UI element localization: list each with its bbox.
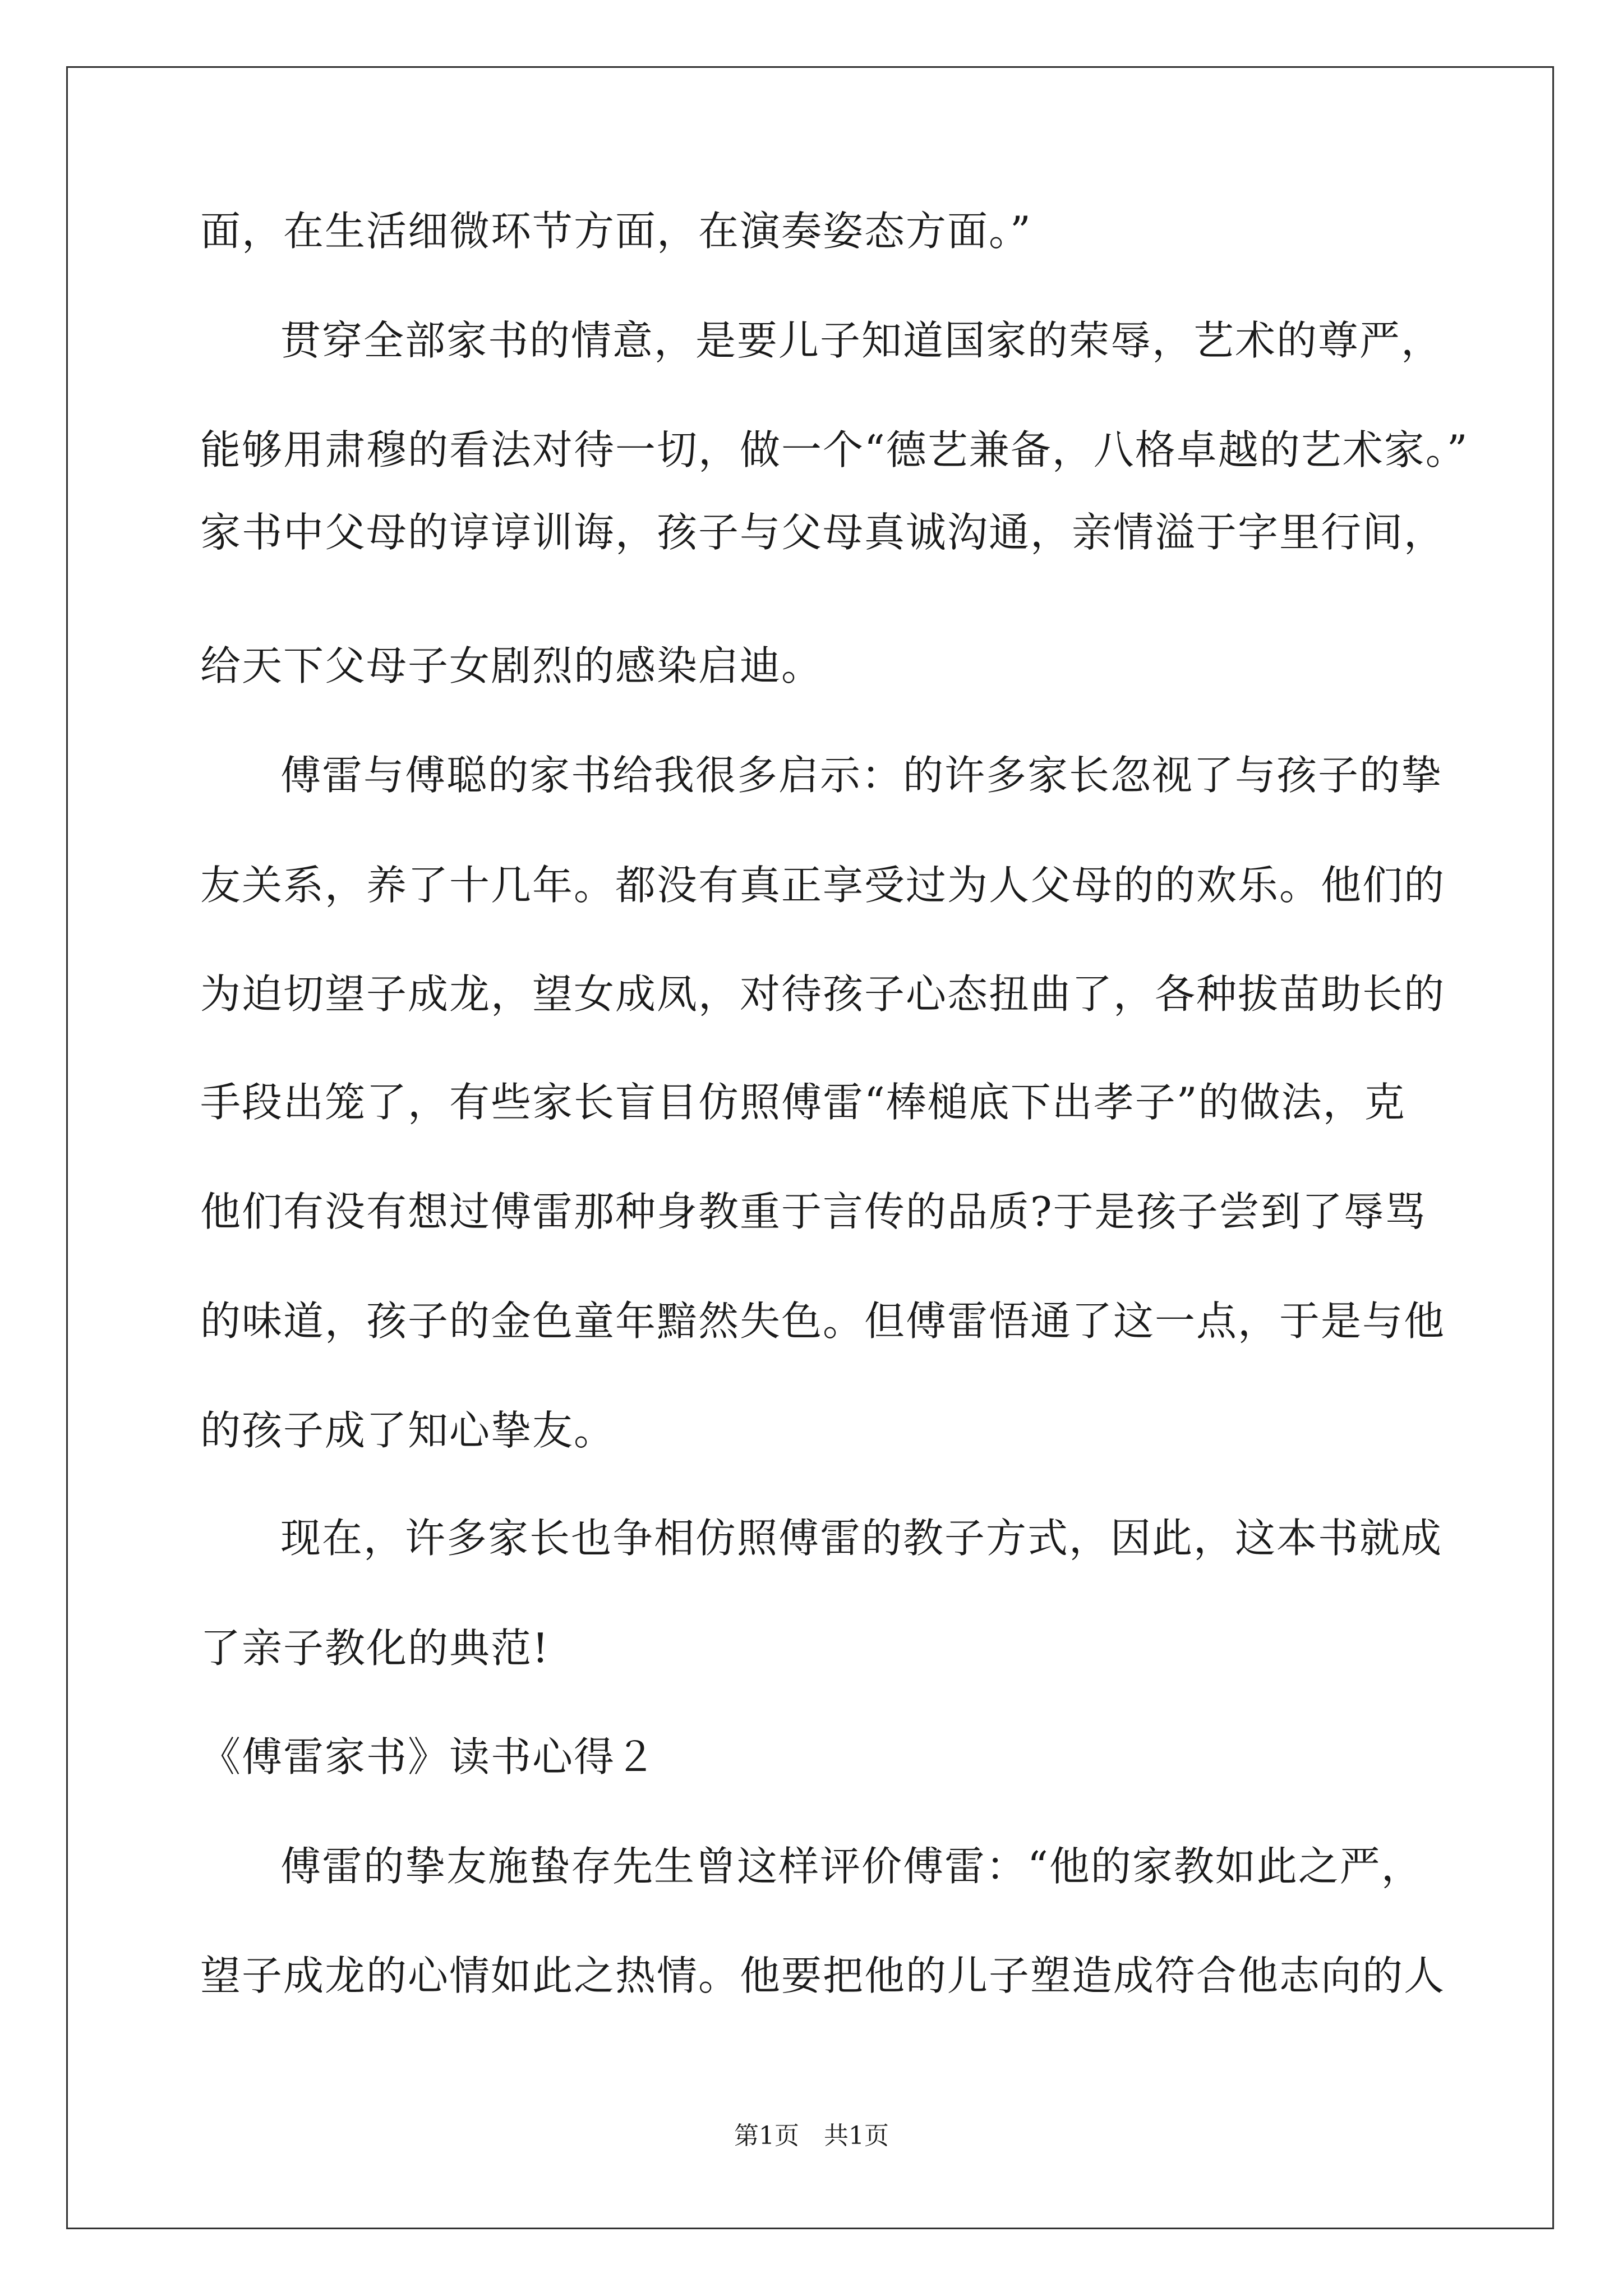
text-line: 家书中父母的谆谆训诲，孩子与父母真诚沟通，亲情溢于字里行间， <box>200 509 1446 556</box>
text-line: 友关系，养了十几年。都没有真正享受过为人父母的的欢乐。他们的 <box>200 862 1446 909</box>
text-line: 的味道，孩子的金色童年黯然失色。但傅雷悟通了这一点，于是与他 <box>200 1297 1446 1345</box>
page-border <box>66 66 1554 2229</box>
text-line: 面，在生活细微环节方面，在演奏姿态方面。” <box>200 208 1032 255</box>
text-line: 他们有没有想过傅雷那种身教重于言传的品质?于是孩子尝到了辱骂 <box>200 1188 1427 1235</box>
text-line: 了亲子教化的典范! <box>200 1625 550 1672</box>
text-line: 手段出笼了，有些家长盲目仿照傅雷“棒槌底下出孝子”的做法，克 <box>200 1079 1406 1126</box>
text-line: 贯穿全部家书的情意，是要儿子知道国家的荣辱，艺术的尊严， <box>280 317 1443 364</box>
text-line: 能够用肃穆的看法对待一切，做一个“德艺兼备，八格卓越的艺术家。” <box>200 426 1469 473</box>
text-line: 的孩子成了知心挚友。 <box>200 1407 616 1454</box>
text-line: 为迫切望子成龙，望女成凤，对待孩子心态扭曲了，各种拔苗助长的 <box>200 970 1446 1018</box>
page-number-footer: 第1页 共1页 <box>734 2122 889 2150</box>
section-heading: 《傅雷家书》读书心得２ <box>200 1733 657 1780</box>
text-line: 现在，许多家长也争相仿照傅雷的教子方式，因此，这本书就成 <box>280 1515 1443 1562</box>
text-line: 傅雷与傅聪的家书给我很多启示：的许多家长忽视了与孩子的挚 <box>280 752 1443 799</box>
text-line: 望子成龙的心情如此之热情。他要把他的儿子塑造成符合他志向的人 <box>200 1952 1446 1999</box>
text-line: 给天下父母子女剧烈的感染启迪。 <box>200 642 823 689</box>
text-line: 傅雷的挚友施蛰存先生曾这样评价傅雷：“他的家教如此之严， <box>280 1843 1423 1890</box>
